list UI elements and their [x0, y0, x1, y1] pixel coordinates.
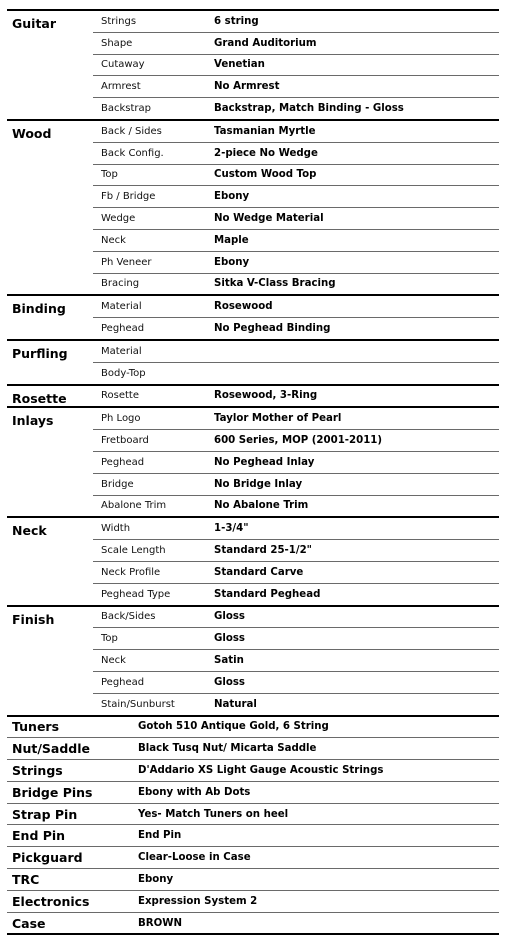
accessory-value: Expression System 2: [138, 896, 257, 907]
spec-row: [93, 408, 499, 429]
spec-label: Bridge: [93, 479, 214, 490]
accessory-row: [7, 891, 499, 913]
spec-group: [7, 605, 499, 715]
spec-rows: [93, 607, 499, 715]
spec-value: No Peghead Binding: [214, 323, 330, 334]
spec-row: [93, 362, 499, 384]
spec-row: [93, 627, 499, 649]
accessory-label: Strings: [7, 763, 138, 778]
spec-row: [93, 273, 499, 295]
spec-label: Bracing: [93, 278, 214, 289]
group-title: Rosette: [12, 391, 67, 406]
spec-label: Material: [93, 301, 214, 312]
spec-row: [93, 451, 499, 473]
accessory-value: Yes- Match Tuners on heel: [138, 809, 288, 820]
spec-label: Back / Sides: [93, 126, 214, 137]
spec-label: Material: [93, 346, 214, 357]
spec-label: Strings: [93, 16, 214, 27]
spec-row: [93, 317, 499, 339]
spec-label: Peghead: [93, 323, 214, 334]
spec-row: [93, 693, 499, 715]
accessory-row: [7, 913, 499, 935]
group-title: Wood: [12, 126, 51, 141]
spec-row: [93, 341, 499, 362]
spec-row: [93, 207, 499, 229]
spec-value: 2-piece No Wedge: [214, 148, 318, 159]
accessory-label: TRC: [7, 872, 138, 887]
spec-group: [7, 119, 499, 294]
spec-row: [93, 11, 499, 32]
spec-value: Venetian: [214, 59, 265, 70]
spec-label: Neck: [93, 655, 214, 666]
spec-label: Back/Sides: [93, 611, 214, 622]
spec-value: Custom Wood Top: [214, 169, 316, 180]
group-title: Binding: [12, 301, 66, 316]
accessory-label: Tuners: [7, 719, 138, 734]
spec-row: [93, 495, 499, 517]
spec-rows: [93, 341, 499, 384]
spec-row: [93, 518, 499, 539]
spec-group: [7, 9, 499, 119]
accessory-value: Gotoh 510 Antique Gold, 6 String: [138, 721, 329, 732]
spec-label: Ph Veneer: [93, 257, 214, 268]
accessory-value: Ebony with Ab Dots: [138, 787, 250, 798]
group-title: Inlays: [12, 413, 53, 428]
spec-value: No Armrest: [214, 81, 279, 92]
spec-value: Taylor Mother of Pearl: [214, 413, 341, 424]
spec-value: 1-3/4": [214, 523, 249, 534]
spec-label: Fb / Bridge: [93, 191, 214, 202]
spec-label: Fretboard: [93, 435, 214, 446]
spec-row: [93, 121, 499, 142]
accessory-row: [7, 760, 499, 782]
accessory-value: End Pin: [138, 830, 181, 841]
spec-value: Grand Auditorium: [214, 38, 317, 49]
spec-row: [93, 229, 499, 251]
spec-row: [93, 75, 499, 97]
spec-value: Gloss: [214, 611, 245, 622]
spec-row: [93, 296, 499, 317]
spec-label: Top: [93, 169, 214, 180]
spec-label: Neck: [93, 235, 214, 246]
spec-value: Ebony: [214, 257, 249, 268]
spec-row: [93, 142, 499, 164]
accessory-row: [7, 825, 499, 847]
spec-row: [93, 54, 499, 76]
spec-value: Satin: [214, 655, 244, 666]
spec-sheet: [7, 9, 499, 935]
spec-value: No Abalone Trim: [214, 500, 308, 511]
spec-label: Wedge: [93, 213, 214, 224]
spec-rows: [93, 518, 499, 604]
spec-label: Abalone Trim: [93, 500, 214, 511]
spec-label: Body-Top: [93, 368, 214, 379]
spec-value: Natural: [214, 699, 257, 710]
spec-value: No Bridge Inlay: [214, 479, 302, 490]
spec-label: Neck Profile: [93, 567, 214, 578]
accessory-label: Strap Pin: [7, 807, 138, 822]
spec-label: Peghead: [93, 677, 214, 688]
spec-value: Maple: [214, 235, 249, 246]
accessory-label: Case: [7, 916, 138, 931]
spec-label: Ph Logo: [93, 413, 214, 424]
accessory-label: End Pin: [7, 828, 138, 843]
spec-value: Sitka V-Class Bracing: [214, 278, 336, 289]
spec-group: [7, 406, 499, 516]
spec-rows: [93, 296, 499, 339]
spec-row: [93, 185, 499, 207]
spec-value: Tasmanian Myrtle: [214, 126, 316, 137]
spec-row: [93, 429, 499, 451]
accessory-label: Electronics: [7, 894, 138, 909]
accessory-list: [7, 715, 499, 935]
spec-value: Standard Peghead: [214, 589, 320, 600]
spec-label: Back Config.: [93, 148, 214, 159]
spec-group: [7, 516, 499, 604]
spec-group: [7, 339, 499, 384]
group-title: Neck: [12, 523, 47, 538]
spec-label: Top: [93, 633, 214, 644]
spec-value: Gloss: [214, 677, 245, 688]
spec-rows: [93, 386, 499, 407]
accessory-label: Pickguard: [7, 850, 138, 865]
spec-value: Standard 25-1/2": [214, 545, 312, 556]
accessory-row: [7, 782, 499, 804]
spec-label: Armrest: [93, 81, 214, 92]
accessory-row: [7, 738, 499, 760]
spec-value: No Peghead Inlay: [214, 457, 314, 468]
spec-value: Gloss: [214, 633, 245, 644]
spec-rows: [93, 408, 499, 516]
group-title: Purfling: [12, 346, 68, 361]
group-title: Finish: [12, 612, 54, 627]
spec-label: Rosette: [93, 390, 214, 401]
accessory-row: [7, 847, 499, 869]
spec-value: 600 Series, MOP (2001-2011): [214, 435, 382, 446]
spec-row: [93, 251, 499, 273]
spec-label: Peghead Type: [93, 589, 214, 600]
spec-label: Shape: [93, 38, 214, 49]
spec-row: [93, 561, 499, 583]
spec-row: [93, 97, 499, 119]
spec-row: [93, 649, 499, 671]
spec-label: Stain/Sunburst: [93, 699, 214, 710]
spec-label: Peghead: [93, 457, 214, 468]
spec-label: Backstrap: [93, 103, 214, 114]
spec-label: Scale Length: [93, 545, 214, 556]
accessory-value: BROWN: [138, 918, 182, 929]
spec-row: [93, 473, 499, 495]
spec-row: [93, 32, 499, 54]
spec-value: Ebony: [214, 191, 249, 202]
spec-group: [7, 384, 499, 407]
spec-group: [7, 294, 499, 339]
spec-row: [93, 539, 499, 561]
accessory-value: D'Addario XS Light Gauge Acoustic Strings: [138, 765, 383, 776]
spec-groups: [7, 9, 499, 715]
spec-row: [93, 164, 499, 186]
accessory-label: Nut/Saddle: [7, 741, 138, 756]
spec-value: No Wedge Material: [214, 213, 324, 224]
spec-row: [93, 607, 499, 628]
spec-label: Cutaway: [93, 59, 214, 70]
spec-row: [93, 386, 499, 407]
accessory-value: Ebony: [138, 874, 173, 885]
spec-row: [93, 583, 499, 605]
spec-rows: [93, 11, 499, 119]
spec-rows: [93, 121, 499, 294]
accessory-label: Bridge Pins: [7, 785, 138, 800]
accessory-value: Clear-Loose in Case: [138, 852, 251, 863]
spec-value: 6 string: [214, 16, 259, 27]
accessory-value: Black Tusq Nut/ Micarta Saddle: [138, 743, 316, 754]
accessory-row: [7, 717, 499, 739]
accessory-row: [7, 804, 499, 826]
spec-value: Rosewood: [214, 301, 273, 312]
spec-value: Standard Carve: [214, 567, 303, 578]
spec-value: Backstrap, Match Binding - Gloss: [214, 103, 404, 114]
spec-label: Width: [93, 523, 214, 534]
spec-row: [93, 671, 499, 693]
accessory-row: [7, 869, 499, 891]
group-title: Guitar: [12, 16, 56, 31]
spec-value: Rosewood, 3-Ring: [214, 390, 317, 401]
